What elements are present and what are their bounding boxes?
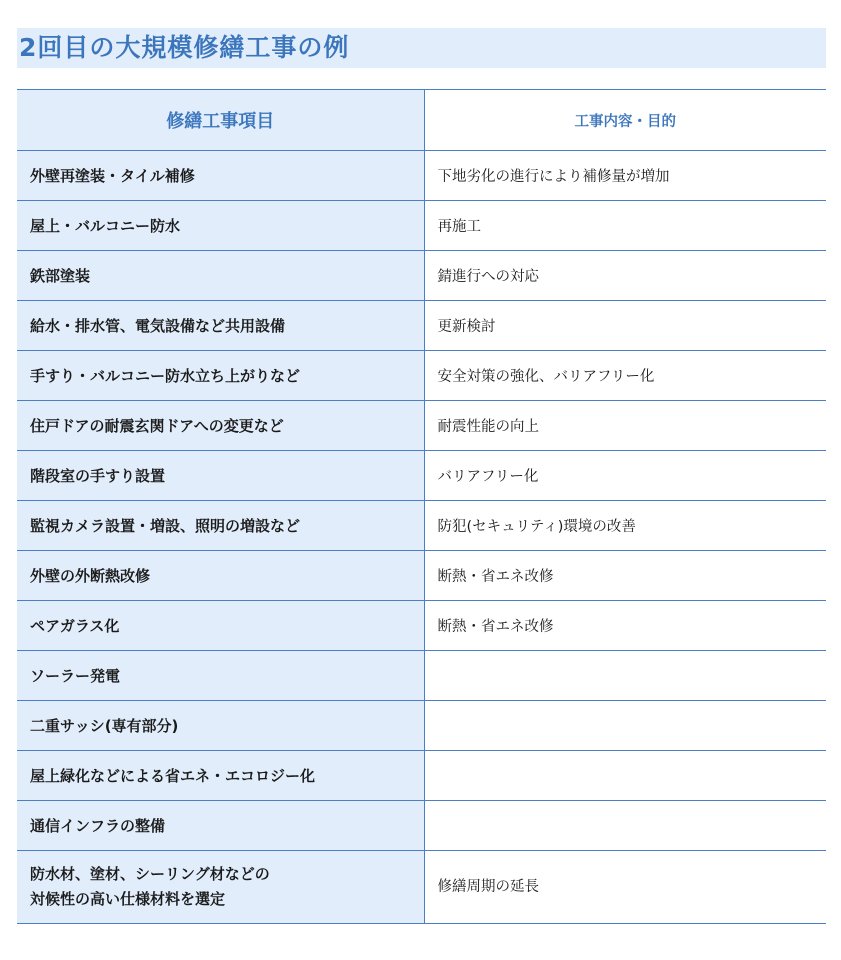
content-cell xyxy=(424,751,826,801)
table-header-row xyxy=(17,90,826,151)
table-row xyxy=(17,701,826,751)
item-cell: ペアガラス化 xyxy=(17,601,424,651)
page-title: 2回目の大規模修繕工事の例 xyxy=(17,28,826,68)
content-cell: 安全対策の強化、バリアフリー化 xyxy=(424,351,826,401)
table-row xyxy=(17,851,826,924)
content-cell: 断熱・省エネ改修 xyxy=(424,601,826,651)
table-row xyxy=(17,401,826,451)
content-cell: 防犯(セキュリティ)環境の改善 xyxy=(424,501,826,551)
header-item: 修繕工事項目 xyxy=(17,90,424,151)
item-cell xyxy=(17,851,424,924)
item-cell: 外壁の外断熱改修 xyxy=(17,551,424,601)
table-row xyxy=(17,601,826,651)
item-cell: 給水・排水管、電気設備など共用設備 xyxy=(17,301,424,351)
table-row xyxy=(17,151,826,201)
content-cell: 再施工 xyxy=(424,201,826,251)
item-cell: 鉄部塗装 xyxy=(17,251,424,301)
header-content: 工事内容・目的 xyxy=(424,90,826,151)
repair-table xyxy=(17,89,826,924)
item-line: 防水材、塗材、シーリング材などの xyxy=(30,865,270,883)
content-cell: 耐震性能の向上 xyxy=(424,401,826,451)
content-cell: 下地劣化の進行により補修量が増加 xyxy=(424,151,826,201)
item-cell: 通信インフラの整備 xyxy=(17,801,424,851)
item-cell: 屋上緑化などによる省エネ・エコロジー化 xyxy=(17,751,424,801)
table-row xyxy=(17,651,826,701)
table-row xyxy=(17,801,826,851)
item-cell: 外壁再塗装・タイル補修 xyxy=(17,151,424,201)
item-cell: 住戸ドアの耐震玄関ドアへの変更など xyxy=(17,401,424,451)
table-row xyxy=(17,501,826,551)
item-cell: 二重サッシ(専有部分) xyxy=(17,701,424,751)
item-cell: 階段室の手すり設置 xyxy=(17,451,424,501)
table-row xyxy=(17,751,826,801)
content-cell xyxy=(424,801,826,851)
content-cell xyxy=(424,651,826,701)
content-cell: 修繕周期の延長 xyxy=(424,851,826,924)
table-row xyxy=(17,451,826,501)
table-row xyxy=(17,301,826,351)
table-row xyxy=(17,201,826,251)
content-cell: バリアフリー化 xyxy=(424,451,826,501)
item-cell: 屋上・バルコニー防水 xyxy=(17,201,424,251)
table-row xyxy=(17,551,826,601)
content-cell: 断熱・省エネ改修 xyxy=(424,551,826,601)
content-cell: 更新検討 xyxy=(424,301,826,351)
content-cell xyxy=(424,701,826,751)
item-cell: ソーラー発電 xyxy=(17,651,424,701)
item-line: 対候性の高い仕様材料を選定 xyxy=(30,890,226,908)
table-row xyxy=(17,251,826,301)
item-cell: 手すり・バルコニー防水立ち上がりなど xyxy=(17,351,424,401)
content-cell: 錆進行への対応 xyxy=(424,251,826,301)
table-row xyxy=(17,351,826,401)
item-cell: 監視カメラ設置・増設、照明の増設など xyxy=(17,501,424,551)
